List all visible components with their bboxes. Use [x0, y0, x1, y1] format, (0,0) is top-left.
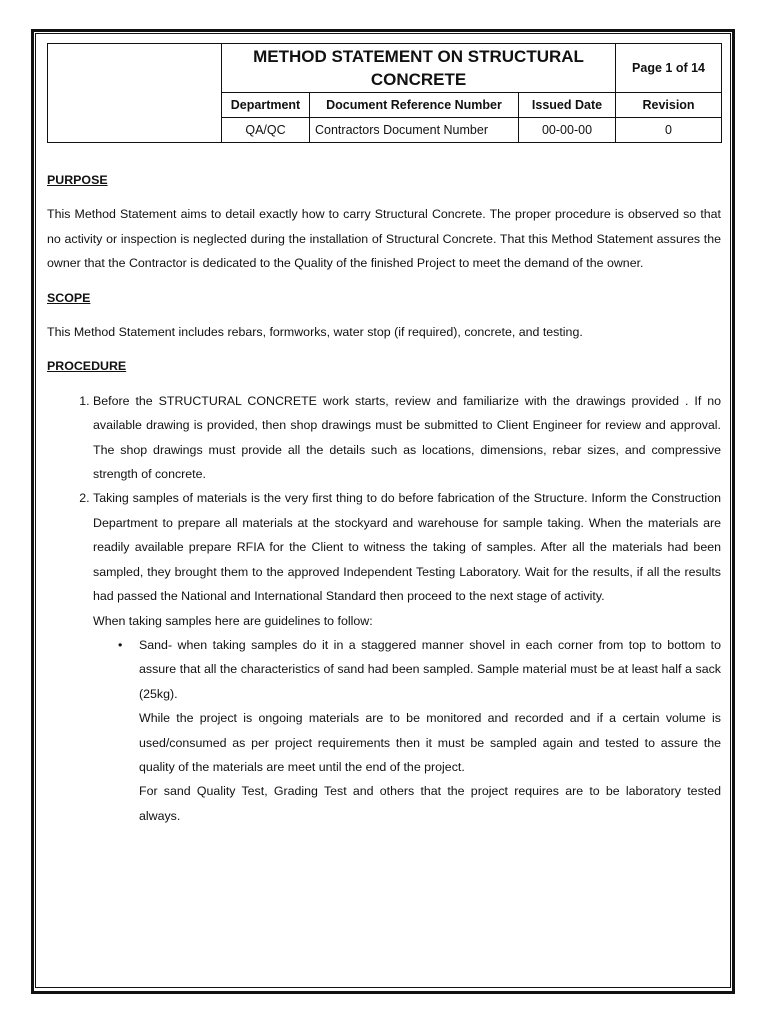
issued-date-label: Issued Date	[519, 93, 616, 118]
guidelines-intro: When taking samples here are guidelines to follow:	[93, 613, 373, 628]
scope-heading: SCOPE	[47, 290, 91, 305]
guideline-list	[93, 633, 721, 828]
document-header-table	[47, 43, 722, 143]
guideline-item-sand	[118, 633, 721, 828]
guideline-sand-text: Sand- when taking samples do it in a staggered manner shovel in each corner from top to bottom to assure that all the characteristics of sand had been sampled. Sample material must be at least half a sack (25kg).	[139, 637, 721, 701]
document-body	[47, 168, 721, 828]
doc-ref-label: Document Reference Number	[310, 93, 519, 118]
page-number: Page 1 of 14	[616, 44, 722, 93]
revision-label: Revision	[616, 93, 722, 118]
department-value: QA/QC	[222, 118, 310, 143]
procedure-heading: PROCEDURE	[47, 359, 127, 374]
issued-date-value: 00-00-00	[519, 118, 616, 143]
procedure-item-1: 1. Before the STRUCTURAL CONCRETE work starts, review and familiarize with the drawings provided . If no available drawing is provided, then shop drawings must be submitted to Client Engineer for review and approval. The shop drawings must provide all the details such as locations, dimensions, rebar sizes, and compressive strength of concrete.	[93, 389, 721, 487]
purpose-text: This Method Statement aims to detail exactly how to carry Structural Concrete. The proper procedure is observed so that no activity or inspection is neglected during the installation of Structural Concrete. That this Method Statement assures the owner that the Contractor is dedicated to the Quality of the finished Project to meet the demand of the owner.	[47, 207, 721, 271]
bullet-icon: •	[118, 637, 123, 652]
procedure-list	[47, 389, 721, 828]
guideline-sand-testing: For sand Quality Test, Grading Test and others that the project requires are to be laboratory tested always.	[139, 784, 721, 823]
doc-ref-value: Contractors Document Number	[310, 118, 519, 143]
guideline-sand-monitoring: While the project is ongoing materials are to be monitored and recorded and if a certain volume is used/consumed as per project requirements then it must be sampled again and tested to assure the quality of the materials are meet until the end of the project.	[139, 711, 721, 774]
logo-cell	[48, 44, 222, 143]
scope-text: This Method Statement includes rebars, formworks, water stop (if required), concrete, and testing.	[47, 325, 583, 340]
document-title: METHOD STATEMENT ON STRUCTURAL CONCRETE	[222, 44, 616, 93]
revision-value: 0	[616, 118, 722, 143]
procedure-item-2	[93, 486, 721, 828]
department-label: Department	[222, 93, 310, 118]
purpose-heading: PURPOSE	[47, 173, 108, 187]
procedure-item-2-text: Taking samples of materials is the very first thing to do before fabrication of the Structure. Inform the Construction Department to prepare all materials at the stockyard and warehouse for sample taking. When the materials are readily available prepare RFIA for the Client to witness the taking of samples. After all the materials had been sampled, they brought them to the approved Independent Testing Laboratory. Wait for the results, if all the results had passed the National and International Standard then proceed to the next stage of activity.	[93, 491, 721, 604]
